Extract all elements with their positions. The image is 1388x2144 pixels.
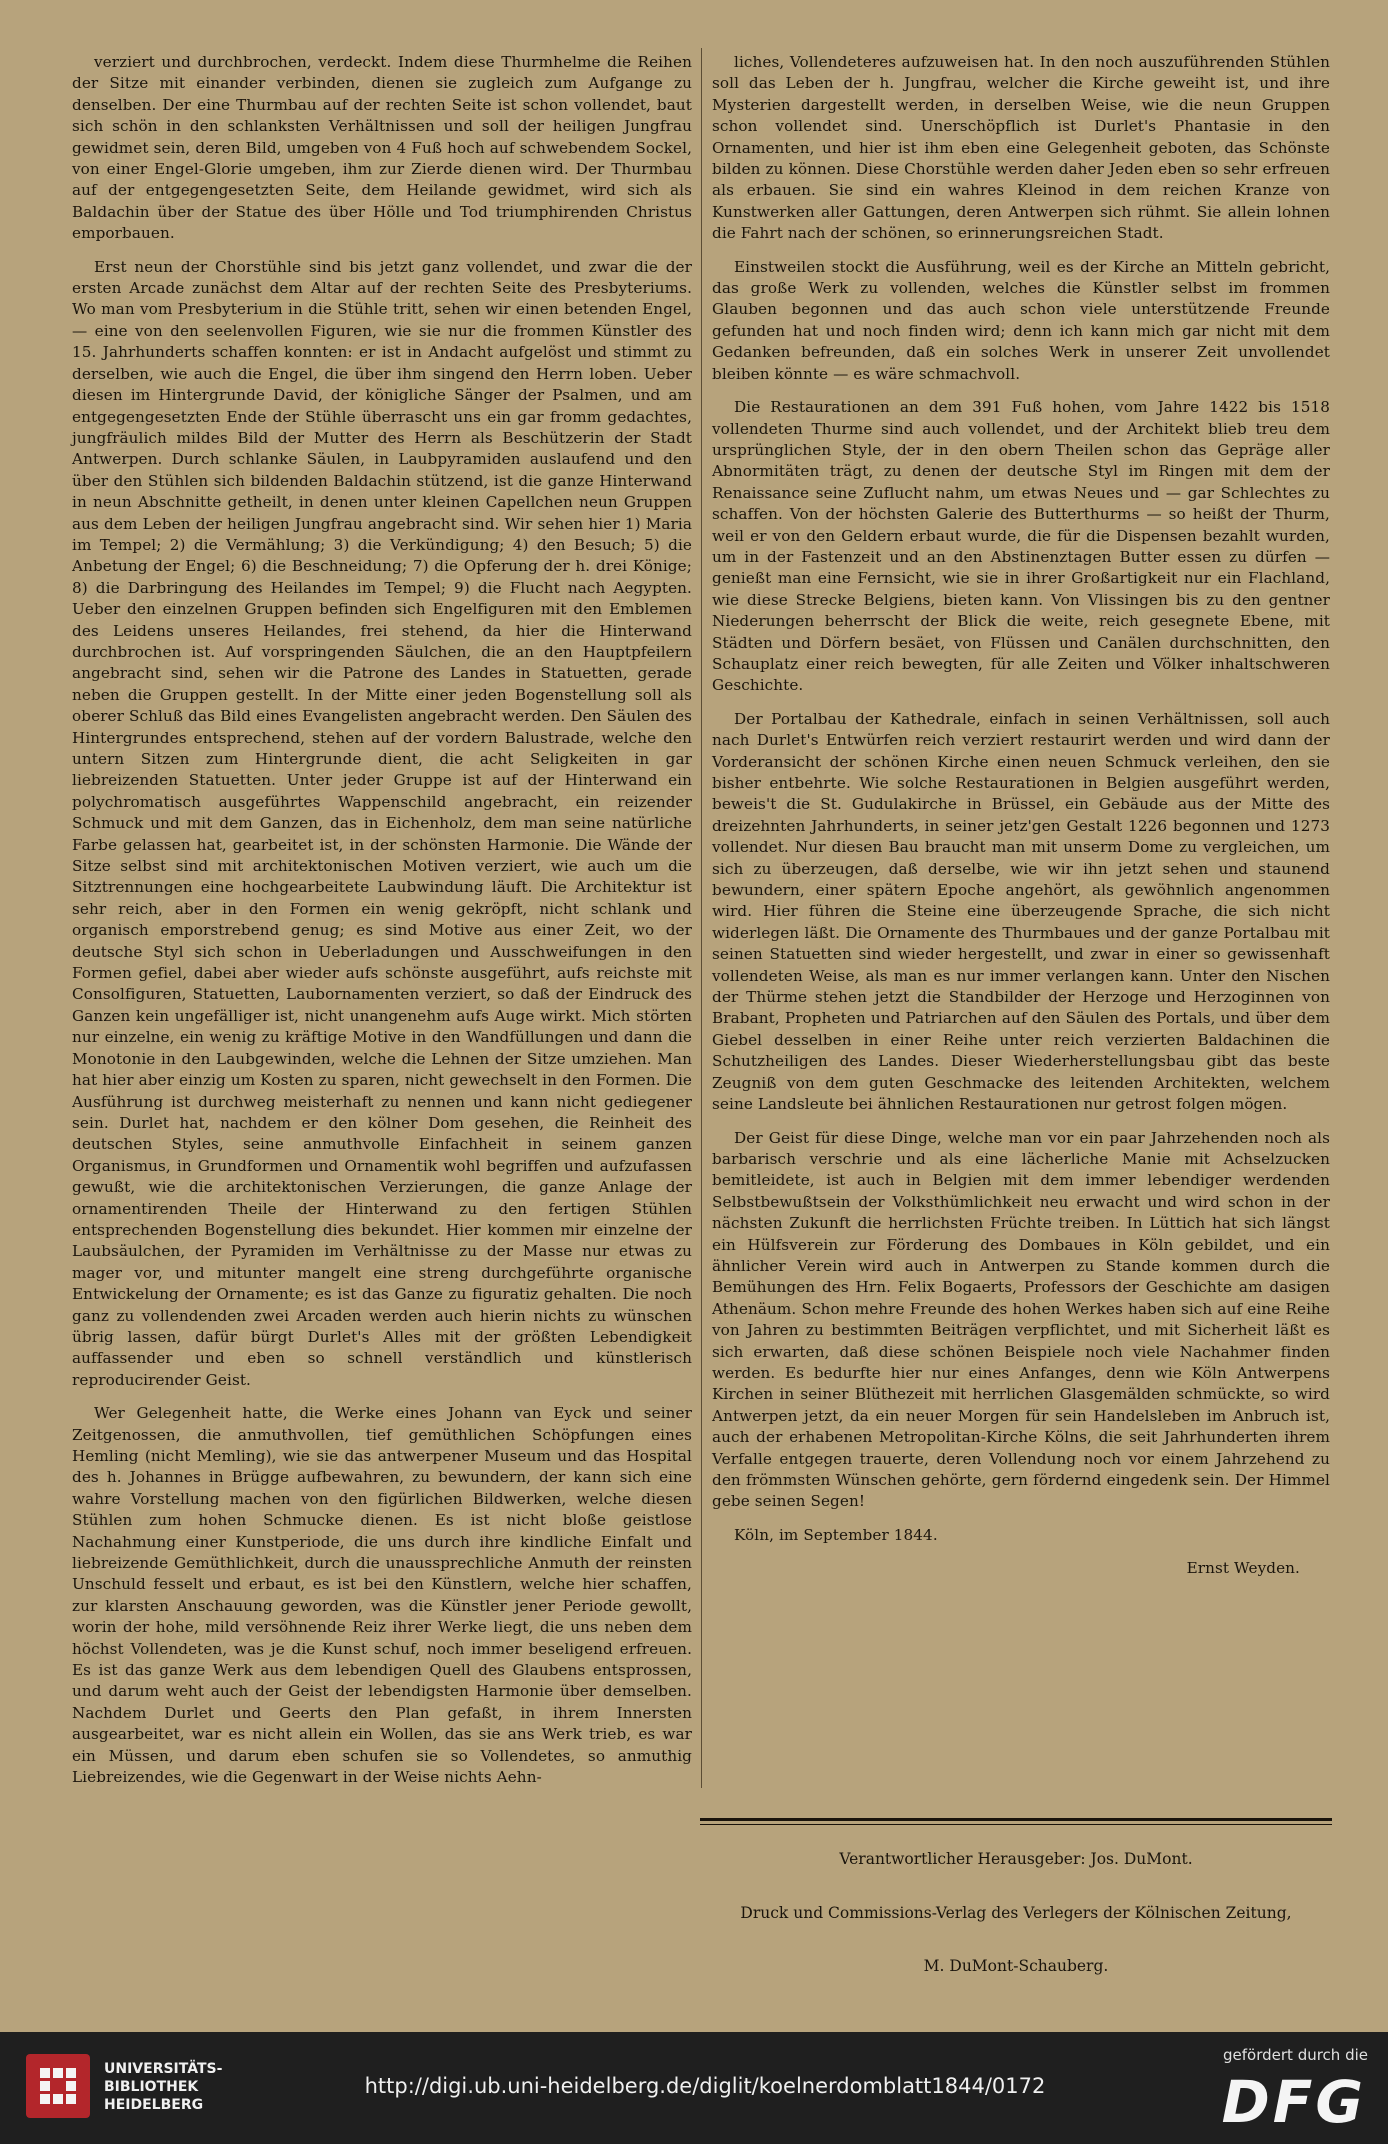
paragraph: Der Geist für diese Dinge, welche man vor ein paar Jahrzehenden noch als barbarisch verschrie und als eine lächerliche Manie mit Achselzucken bemitleidete, ist auch in Belgien mit dem immer lebendiger werdenden Selbstbewußtsein der Volksthümlichkeit neu erwacht und wird schon in der nächsten Zukunft die herrlichsten Früchte treiben. In Lüttich hat sich längst ein Hülfsverein zur Förderung des Dombaues in Köln gebildet, und ein ähnlicher Verein wird auch in Antwerpen zu Stande kommen durch die Bemühungen des Hrn. Felix Bogaerts, Professors der Geschichte am dasigen Athenäum. Schon mehre Freunde des hohen Werkes haben sich auf eine Reihe von Jahren zu bestimmten Beiträgen verpflichtet, und mit Sicherheit läßt es sich erwarten, daß diese schönen Beispiele noch viele Nachahmer finden werden. Es bedurfte hier nur eines Anfanges, denn wie Köln Antwerpens Kirchen in seiner Blüthezeit mit herrlichen Glasgemälden schmückte, so wird Antwerpen jetzt, da ein neuer Morgen für sein Handelsleben im Anbruch ist, auch der erhabenen Metropolitan-Kirche Kölns, die seit Jahrhunderten ihrem Verfalle entgegen trauerte, deren Vollendung noch vor einem Jahrzehend zu den frömmsten Wünschen gehörte, gern fördernd eingedenk sein. Der Himmel gebe seinen Segen! — [712, 1128, 1330, 1511]
imprint-press: Druck und Commissions-Verlag des Verlegers der Kölnischen Zeitung, — [740, 1904, 1292, 1922]
paragraph: Der Portalbau der Kathedrale, einfach in seinen Verhältnissen, soll auch nach Durlet's Entwürfen reich verziert restaurirt werden und wird dann der Vorderansicht der schönen Kirche einen neuen Schmuck verleihen, den sie bisher entbehrte. Wie solche Restaurationen in Belgien ausgeführt werden, beweis't die St. Gudulakirche in Brüssel, ein Gebäude aus der Mitte des dreizehnten Jahrhunderts, in seiner jetz'gen Gestalt 1226 begonnen und 1273 vollendet. Nur diesen Bau braucht man mit unserm Dome zu vergleichen, um sich zu überzeugen, daß derselbe, wie wir ihn jetzt sehen und staunend bewundern, einer spätern Epoche angehört, als gewöhnlich angenommen wird. Hier führen die Steine eine überzeugende Sprache, die sich nicht widerlegen läßt. Die Ornamente des Thurmbaues und der ganze Portalbau mit seinen Statuetten sind wieder hergestellt, und zwar in einer so gewissenhaft vollendeten Weise, als man es nur immer verlangen kann. Unter den Nischen der Thürme stehen jetzt die Standbilder der Herzoge und Herzoginnen von Brabant, Propheten und Patriarchen auf den Säulen des Portals, und über dem Giebel desselben in einer Reihe unter reich verzierten Baldachinen die Schutzheiligen des Landes. Dieser Wiederherstellungsbau gibt das beste Zeugniß von dem guten Geschmacke des leitenden Architekten, welchem seine Landsleute bei ähnlichen Restaurationen nur getrost folgen mögen. — [712, 709, 1330, 1114]
library-name-line: BIBLIOTHEK — [104, 2079, 199, 2095]
author-signature: Ernst Weyden. — [1186, 1559, 1300, 1578]
library-name-line: HEIDELBERG — [104, 2097, 204, 2113]
university-seal-icon — [26, 2054, 90, 2118]
dfg-logo: DFG — [1221, 2068, 1366, 2136]
column-divider — [701, 48, 702, 1788]
paragraph: Erst neun der Chorstühle sind bis jetzt ganz vollendet, und zwar die der ersten Arcade zunächst dem Altar auf der rechten Seite des Presbyteriums. Wo man vom Presbyterium in die Stühle tritt, sehen wir einen betenden Engel, — eine von den seelenvollen Figuren, wie sie nur die frommen Künstler des 15. Jahrhunderts schaffen konnten: er ist in Andacht aufgelöst und stimmt zu derselben, wie auch die Engel, die über ihm singend den Herrn loben. Ueber diesen im Hintergrunde David, der königliche Sänger der Psalmen, und am entgegengesetzten Ende der Stühle überrascht uns ein gar fromm gedachtes, jungfräulich mildes Bild der Mutter des Herrn als Beschützerin der Stadt Antwerpen. Durch schlanke Säulen, in Laubpyramiden auslaufend und den über den Stühlen sich bildenden Baldachin stützend, ist die ganze Hinterwand in neun Abschnitte getheilt, in denen unter kleinen Capellchen neun Gruppen aus dem Leben der heiligen Jungfrau angebracht sind. Wir sehen hier 1) Maria im Tempel; 2) die Vermählung; 3) die Verkündigung; 4) den Besuch; 5) die Anbetung der Engel; 6) die Beschneidung; 7) die Opferung der h. drei Könige; 8) die Darbringung des Heilandes im Tempel; 9) die Flucht nach Aegypten. Ueber den einzelnen Gruppen befinden sich Engelfiguren mit den Emblemen des Leidens unseres Heilandes, frei stehend, da hier die Hinterwand durchbrochen ist. Auf vorspringenden Säulchen, die an den Hauptpfeilern angebracht sind, sehen wir die Patrone des Landes in Statuetten, gerade neben die Gruppen gestellt. In der Mitte einer jeden Bogenstellung soll als oberer Schluß das Bild eines Evangelisten angebracht werden. Den Säulen des Hintergrundes entsprechend, stehen auf der vordern Balustrade, welche den untern Sitzen zum Hintergrunde dient, die acht Seligkeiten in gar liebreizenden Statuetten. Unter jeder Gruppe ist auf der Hinterwand ein polychromatisch ausgeführtes Wappenschild angebracht, ein reizender Schmuck und mit dem Ganzen, das in Eichenholz, dem man seine natürliche Farbe gelassen hat, gearbeitet ist, in der schönsten Harmonie. Die Wände der Sitze selbst sind mit architektonischen Motiven verziert, wie auch um die Sitztrennungen eine hochgearbeitete Laubwindung läuft. Die Architektur ist sehr reich, aber in den Formen ein wenig gekröpft, nicht schlank und organisch emporstrebend genug; es sind Motive aus einer Zeit, wo der deutsche Styl sich schon in Ueberladungen und Ausschweifungen in den Formen gefiel, dabei aber wieder aufs schönste ausgeführt, aufs reichste mit Consolfiguren, Statuetten, Laubornamenten verziert, so daß der Eindruck des Ganzen kein ungefälliger ist, nicht unangenehm aufs Auge wirkt. Mich störten nur einzelne, ein wenig zu kräftige Motive in den Wandfüllungen und dann die Monotonie in den Laubgewinden, welche die Lehnen der Sitze umziehen. Man hat hier aber einzig um Kosten zu sparen, nicht gewechselt in den Formen. Die Ausführung ist durchweg meisterhaft zu nennen und kann nicht gediegener sein. Durlet hat, nachdem er den kölner Dom gesehen, die Reinheit des deutschen Styles, seine anmuthvolle Einfachheit in seinem ganzen Organismus, in Grundformen und Ornamentik wohl begriffen und aufzufassen gewußt, wie die architektonischen Verzierungen, die ganze Anlage der ornamentirenden Theile der Hinterwand zu den fertigen Stühlen entsprechenden Bogenstellung dies bekundet. Hier kommen mir einzelne der Laubsäulchen, der Pyramiden im Verhältnisse zu der Masse nur etwas zu mager vor, und mitunter mangelt eine streng durchgeführte organische Entwickelung der Ornamente; es ist das Ganze zu figuratiz gehalten. Die noch ganz zu vollendenden zwei Arcaden werden auch hierin nichts zu wünschen übrig lassen, dafür bürgt Durlet's Alles mit der größten Lebendigkeit auffassender und eben so schnell verständlich und künstlerisch reproducirender Geist. — [72, 257, 692, 1389]
imprint-editor: Verantwortlicher Herausgeber: Jos. DuMont. — [839, 1850, 1193, 1868]
right-column — [712, 52, 1330, 1592]
viewer-footer — [0, 2032, 1388, 2144]
imprint-rule — [700, 1818, 1332, 1821]
paragraph: Wer Gelegenheit hatte, die Werke eines Johann van Eyck und seiner Zeitgenossen, die anmuthvollen, tief gemüthlichen Schöpfungen eines Hemling (nicht Memling), wie sie das antwerpener Museum und das Hospital des h. Johannes in Brügge aufbewahren, zu bewundern, der kann sich eine wahre Vorstellung machen von den figürlichen Bildwerken, welche diesen Stühlen zum hohen Schmucke dienen. Es ist nicht bloße geistlose Nachahmung einer Kunstperiode, die uns durch ihre kindliche Einfalt und liebreizende Gemüthlichkeit, durch die unaussprechliche Anmuth der reinsten Unschuld fesselt und erbaut, es ist bei den Künstlern, welche hier schaffen, zur klarsten Anschauung geworden, was die Künstler jener Periode gewollt, worin der hohe, mild versöhnende Reiz ihrer Werke liegt, die uns neben dem höchst Vollendeten, was je die Kunst schuf, noch immer beseligend erfreuen. Es ist das ganze Werk aus dem lebendigen Quell des Glaubens entsprossen, und darum weht auch der Geist der lebendigsten Harmonie über demselben. Nachdem Durlet und Geerts den Plan gefaßt, in ihrem Innersten ausgearbeitet, war es nicht allein ein Wollen, das sie ans Werk trieb, es war ein Müssen, und darum eben schufen sie so Vollendetes, so anmuthig Liebreizendes, wie die Gegenwart in der Weise nichts Aehn- — [72, 1404, 692, 1787]
imprint-rule-thin — [700, 1824, 1332, 1825]
paragraph: Einstweilen stockt die Ausführung, weil es der Kirche an Mitteln gebricht, das große Werk zu vollenden, welches die Künstler selbst im frommen Glauben begonnen und das auch schon viele unterstützende Freunde gefunden hat und noch finden wird; denn ich kann mich gar nicht mit dem Gedanken befreunden, daß ein solches Werk in unserer Zeit unvollendet bleiben könnte — es wäre schmachvoll. — [712, 257, 1330, 383]
paragraph: liches, Vollendeteres aufzuweisen hat. In den noch auszuführenden Stühlen soll das Leben der h. Jungfrau, welcher die Kirche geweiht ist, und ihre Mysterien dargestellt werden, in derselben Weise, wie die neun Gruppen schon vollendet sind. Unerschöpflich ist Durlet's Phantasie in den Ornamenten, und hier ist ihm eben eine Gelegenheit geboten, das Schönste bilden zu können. Diese Chorstühle werden daher Jeden eben so sehr erfreuen als erbauen. Sie sind ein wahres Kleinod in dem reichen Kranze von Kunstwerken aller Gattungen, deren Antwerpen sich rühmt. Sie allein lohnen die Fahrt nach der schönen, so erinnerungsreichen Stadt. — [712, 53, 1330, 243]
dateline: Köln, im September 1844. — [734, 1525, 938, 1544]
left-column — [72, 52, 692, 1801]
funded-by-label: gefördert durch die — [1223, 2046, 1368, 2064]
library-name-line: UNIVERSITÄTS- — [104, 2061, 223, 2077]
library-name — [104, 2060, 222, 2114]
paragraph: verziert und durchbrochen, verdeckt. Indem diese Thurmhelme die Reihen der Sitze mit einander verbinden, dienen sie zugleich zum Aufgange zu denselben. Der eine Thurmbau auf der rechten Seite ist schon vollendet, baut sich schön in den schlanksten Verhältnissen und soll der heiligen Jungfrau gewidmet sein, deren Bild, umgeben von 4 Fuß hoch auf schwebendem Sockel, von einer Engel-Glorie umgeben, ihm zur Zierde dienen wird. Der Thurmbau auf der entgegengesetzten Seite, dem Heilande gewidmet, wird sich als Baldachin über der Statue des über Hölle und Tod triumphirenden Christus emporbauen. — [72, 53, 692, 243]
paragraph: Die Restaurationen an dem 391 Fuß hohen, vom Jahre 1422 bis 1518 vollendeten Thurme sind auch vollendet, und der Architekt blieb treu dem ursprünglichen Style, der in den obern Theilen schon das Gepräge aller Abnormitäten trägt, zu denen der deutsche Styl im Ringen mit dem der Renaissance seine Zuflucht nahm, um etwas Neues und — gar Schlechtes zu schaffen. Von der höchsten Galerie des Butterthurms — so heißt der Thurm, weil er von den Geldern erbaut wurde, die für die Dispensen bezahlt wurden, um in der Fastenzeit und an den Abstinenztagen Butter essen zu dürfen — genießt man eine Fernsicht, wie sie in ihrer Großartigkeit nur ein Flachland, wie diese Strecke Belgiens, bieten kann. Von Vlissingen bis zu den gentner Niederungen beherrscht der Blick die weite, reich gesegnete Ebene, mit Städten und Dörfern besäet, von Flüssen und Canälen durchschnitten, den Schauplatz einer reich bewegten, für alle Zeiten und Völker inhaltschweren Geschichte. — [712, 398, 1330, 695]
permalink-url[interactable]: http://digi.ub.uni-heidelberg.de/diglit/koelnerdomblatt1844/0172 — [364, 2074, 1046, 2098]
imprint-firm: M. DuMont-Schauberg. — [923, 1957, 1109, 1975]
